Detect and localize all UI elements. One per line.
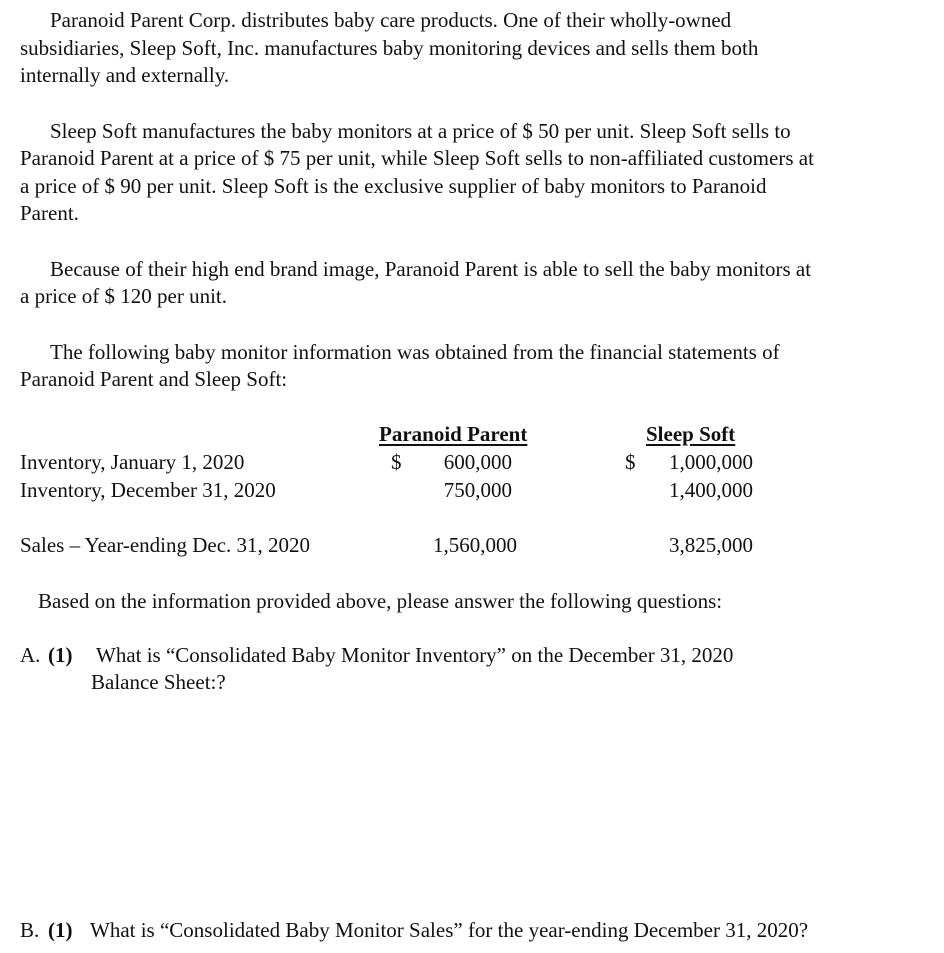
text-line: internally and externally.	[20, 63, 230, 87]
question-number: (1)	[48, 918, 73, 942]
text-line: Paranoid Parent Corp. distributes baby care products. One of their wholly-owned	[50, 8, 732, 32]
cell-paranoid-parent: 600,000	[443, 450, 512, 474]
question-text: What is “Consolidated Baby Monitor Sales” for the year-ending December 31, 2020?	[90, 918, 809, 942]
question-text: Balance Sheet:?	[91, 670, 226, 694]
question-letter: A.	[20, 643, 41, 667]
row-label: Inventory, December 31, 2020	[20, 478, 276, 502]
text-line: subsidiaries, Sleep Soft, Inc. manufactures baby monitoring devices and sells them both	[20, 36, 759, 60]
question-number: (1)	[48, 643, 73, 667]
cell-paranoid-parent: 1,560,000	[433, 533, 517, 557]
cell-sleep-soft: 1,400,000	[669, 478, 753, 502]
currency-symbol: $	[391, 450, 402, 474]
row-label: Inventory, January 1, 2020	[20, 450, 245, 474]
text-line: a price of $ 90 per unit. Sleep Soft is the exclusive supplier of baby monitors to Paranoid	[20, 174, 767, 198]
question-text: What is “Consolidated Baby Monitor Inventory” on the December 31, 2020	[96, 643, 734, 667]
row-label: Sales – Year-ending Dec. 31, 2020	[20, 533, 311, 557]
column-header-sleep-soft: Sleep Soft	[646, 422, 736, 446]
text-line: Paranoid Parent and Sleep Soft:	[20, 367, 288, 391]
cell-sleep-soft: 1,000,000	[669, 450, 753, 474]
column-header-paranoid-parent: Paranoid Parent	[379, 422, 528, 446]
instructions-text: Based on the information provided above, please answer the following questions:	[38, 589, 723, 613]
question-letter: B.	[20, 918, 40, 942]
text-line: Paranoid Parent at a price of $ 75 per unit, while Sleep Soft sells to non-affiliated customers at	[20, 146, 814, 170]
text-line: The following baby monitor information was obtained from the financial statements of	[50, 340, 780, 364]
text-line: Because of their high end brand image, Paranoid Parent is able to sell the baby monitors at	[50, 257, 812, 281]
cell-sleep-soft: 3,825,000	[669, 533, 753, 557]
cell-paranoid-parent: 750,000	[443, 478, 512, 502]
text-line: a price of $ 120 per unit.	[20, 284, 228, 308]
currency-symbol: $	[625, 450, 636, 474]
text-line: Parent.	[20, 201, 79, 225]
text-line: Sleep Soft manufactures the baby monitors at a price of $ 50 per unit. Sleep Soft sells to	[50, 119, 791, 143]
